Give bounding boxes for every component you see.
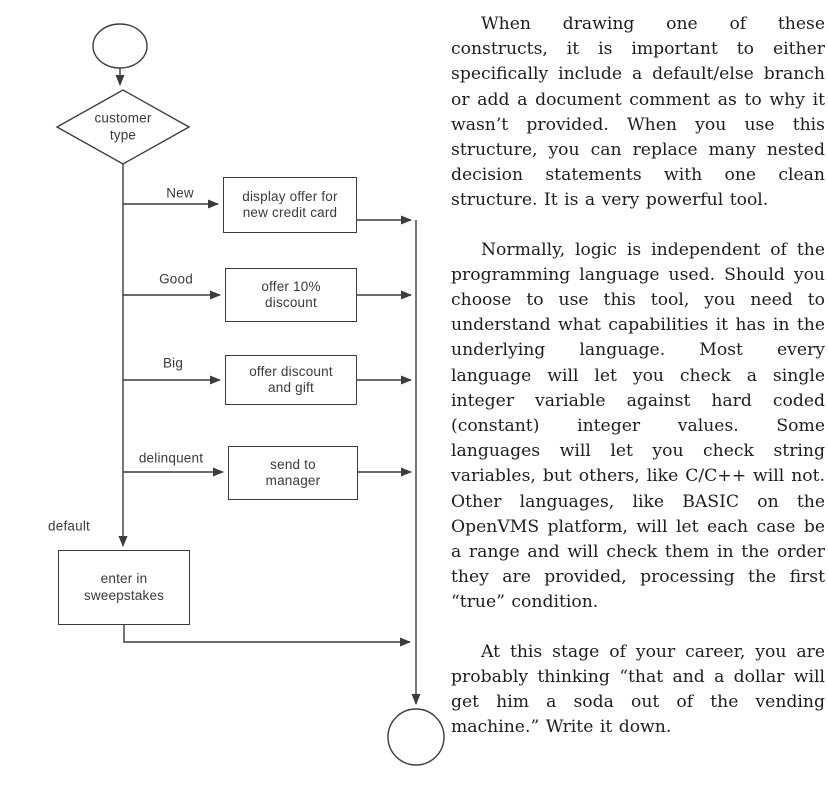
branch-label-good: Good xyxy=(159,271,193,287)
start-terminator-circle xyxy=(93,24,147,68)
branch-label-new: New xyxy=(166,185,194,201)
process-box-line: and gift xyxy=(268,380,314,395)
process-box-new-credit-card xyxy=(223,177,357,233)
decision-label-line1: customer xyxy=(94,110,152,126)
process-box-discount xyxy=(225,268,357,322)
process-box-discount-and-gift xyxy=(225,355,357,405)
paragraph-career-stage: At this stage of your career, you are probably thinking “that and a dollar will get him a soda out of the vending machine.” Write it down. xyxy=(451,641,825,738)
process-box-line: offer discount xyxy=(249,363,333,379)
branch-label-default: default xyxy=(48,518,90,534)
paragraph-default-branch: When drawing one of these constructs, it is important to either specifically include a default/else branch or add a document comment as to why it wasn’t provided. When you use this structure, you can replace many nested decision statements with one clean structure. It is a very powerful tool. xyxy=(451,14,825,211)
decision-label xyxy=(94,111,151,144)
branch-label-big: Big xyxy=(162,355,184,371)
end-terminator-circle xyxy=(388,709,444,765)
process-box-line: manager xyxy=(265,473,321,488)
process-box-line: display offer for xyxy=(242,188,338,204)
process-box-line: new credit card xyxy=(242,205,338,220)
process-box-line: enter in xyxy=(100,571,148,586)
process-box-send-to-manager xyxy=(228,446,358,500)
decision-label-line2: type xyxy=(109,127,137,142)
process-box-line: send to xyxy=(270,456,316,472)
process-box-line: offer 10% xyxy=(261,278,321,294)
paragraph-language-capabilities: Normally, logic is independent of the programming language used. Should you choose to use this tool, you need to understand what capabilities it has in the underlying language. Most every language will let you check a single integer variable against hard coded (constant) integer values. Some languages will let you check string variables, but others, like C/C++ will not. Other languages, like BASIC on the OpenVMS platform, will let each case be a range and will check them in the order they are provided, processing the first “true” condition. xyxy=(451,239,825,613)
process-box-line: discount xyxy=(265,295,317,310)
arrow-exit-default xyxy=(124,625,410,642)
process-box-sweepstakes xyxy=(58,550,190,625)
process-box-line: sweepstakes xyxy=(83,587,165,603)
body-text-column xyxy=(451,12,825,740)
branch-label-delinquent: delinquent xyxy=(138,450,204,466)
